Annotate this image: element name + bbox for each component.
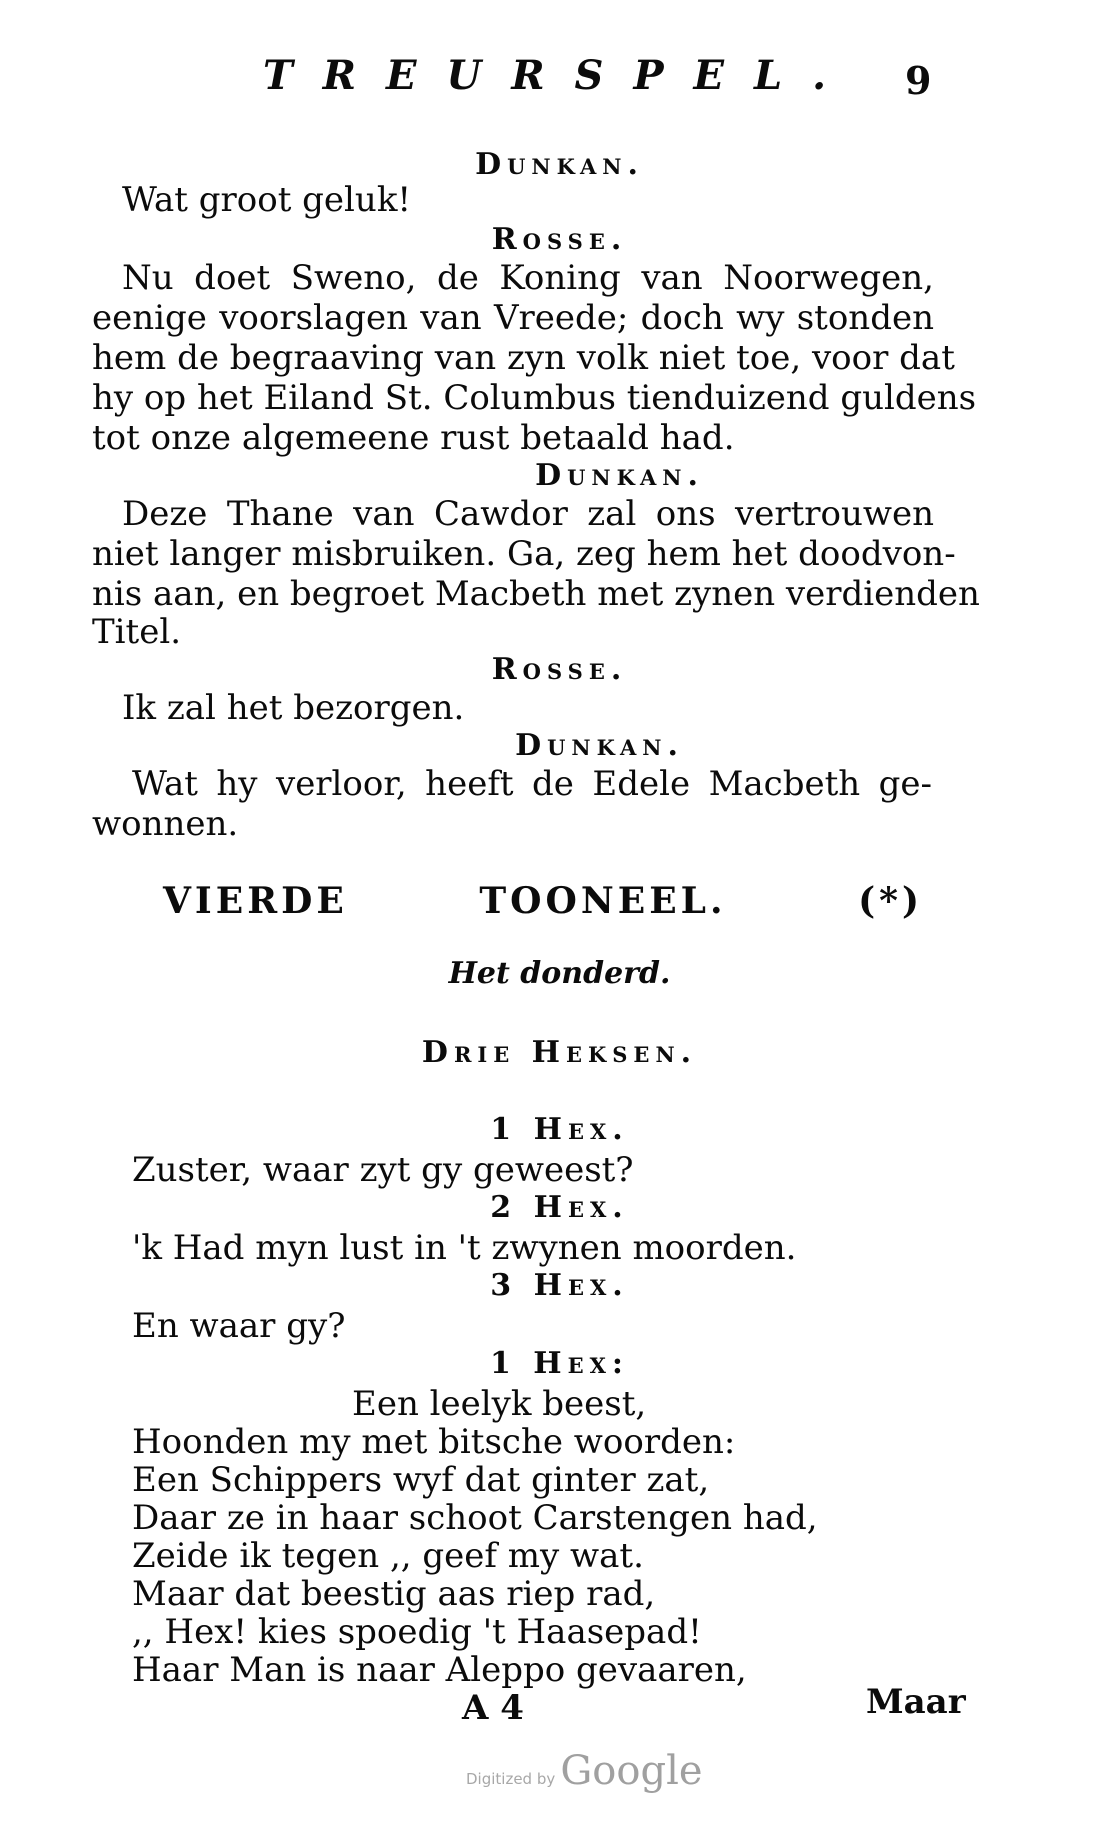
speaker-hex-1: 1 Hex. (490, 1112, 629, 1147)
signature-mark: A 4 (462, 1688, 524, 1728)
speaker-hex-1: 1 Hex: (489, 1346, 630, 1381)
verse-line: Een leelyk beest, (352, 1384, 647, 1424)
scene-heading: VIERDE TOONEEL. (*) (163, 880, 923, 922)
verse-line: Zeide ik tegen ,, geef my wat. (132, 1536, 644, 1576)
speaker-dunkan: Dunkan. (515, 728, 684, 763)
speaker-three-witches: Drie Heksen. (421, 1035, 698, 1070)
speech-line: Titel. (92, 612, 182, 652)
speech-line: wonnen. (92, 804, 239, 844)
speech-line: niet langer misbruiken. Ga, zeg hem het doodvon- (92, 534, 956, 574)
verse-line: 'k Had myn lust in 't zwynen moorden. (132, 1228, 797, 1268)
speech-line: hem de begraaving van zyn volk niet toe, voor dat (92, 338, 955, 378)
verse-line: Daar ze in haar schoot Carstengen had, (132, 1498, 818, 1538)
speech-line: Ik zal het bezorgen. (122, 688, 465, 728)
verse-line: Maar dat beestig aas riep rad, (132, 1574, 656, 1614)
speaker-hex-3: 3 Hex. (490, 1268, 629, 1303)
speaker-hex-2: 2 Hex. (490, 1190, 629, 1225)
speech-line: nis aan, en begroet Macbeth met zynen verdienden (92, 574, 980, 614)
speech-line: eenige voorslagen van Vreede; doch wy stonden (92, 298, 934, 338)
speaker-dunkan: Dunkan. (475, 147, 644, 182)
verse-line: ,, Hex! kies spoedig 't Haasepad! (132, 1612, 702, 1652)
speech-line: tot onze algemeene rust betaald had. (92, 418, 735, 458)
speech-line: hy op het Eiland St. Columbus tienduizend guldens (92, 378, 977, 418)
speech-line: Wat hy verloor, heeft de Edele Macbeth ge- (132, 764, 932, 804)
speaker-dunkan: Dunkan. (535, 458, 704, 493)
running-head-title: TREURSPEL. (262, 52, 857, 99)
verse-line: Haar Man is naar Aleppo gevaaren, (132, 1650, 747, 1690)
speech-line: Nu doet Sweno, de Koning van Noorwegen, (122, 258, 934, 298)
speaker-rosse: Rosse. (491, 222, 628, 257)
speaker-rosse: Rosse. (491, 652, 628, 687)
page-number: 9 (905, 58, 932, 103)
speech-line: Wat groot geluk! (122, 180, 412, 220)
digitized-watermark (466, 1748, 703, 1794)
catchword: Maar (866, 1682, 966, 1722)
watermark-prefix: Digitized by (466, 1770, 556, 1788)
verse-line: Hoonden my met bitsche woorden: (132, 1422, 736, 1462)
verse-line: En waar gy? (132, 1306, 346, 1346)
stage-direction: Het donderd. (448, 956, 671, 991)
google-logo: Google (560, 1748, 703, 1794)
speech-line: Deze Thane van Cawdor zal ons vertrouwen (122, 494, 934, 534)
verse-line: Zuster, waar zyt gy geweest? (132, 1150, 634, 1190)
verse-line: Een Schippers wyf dat ginter zat, (132, 1460, 710, 1500)
